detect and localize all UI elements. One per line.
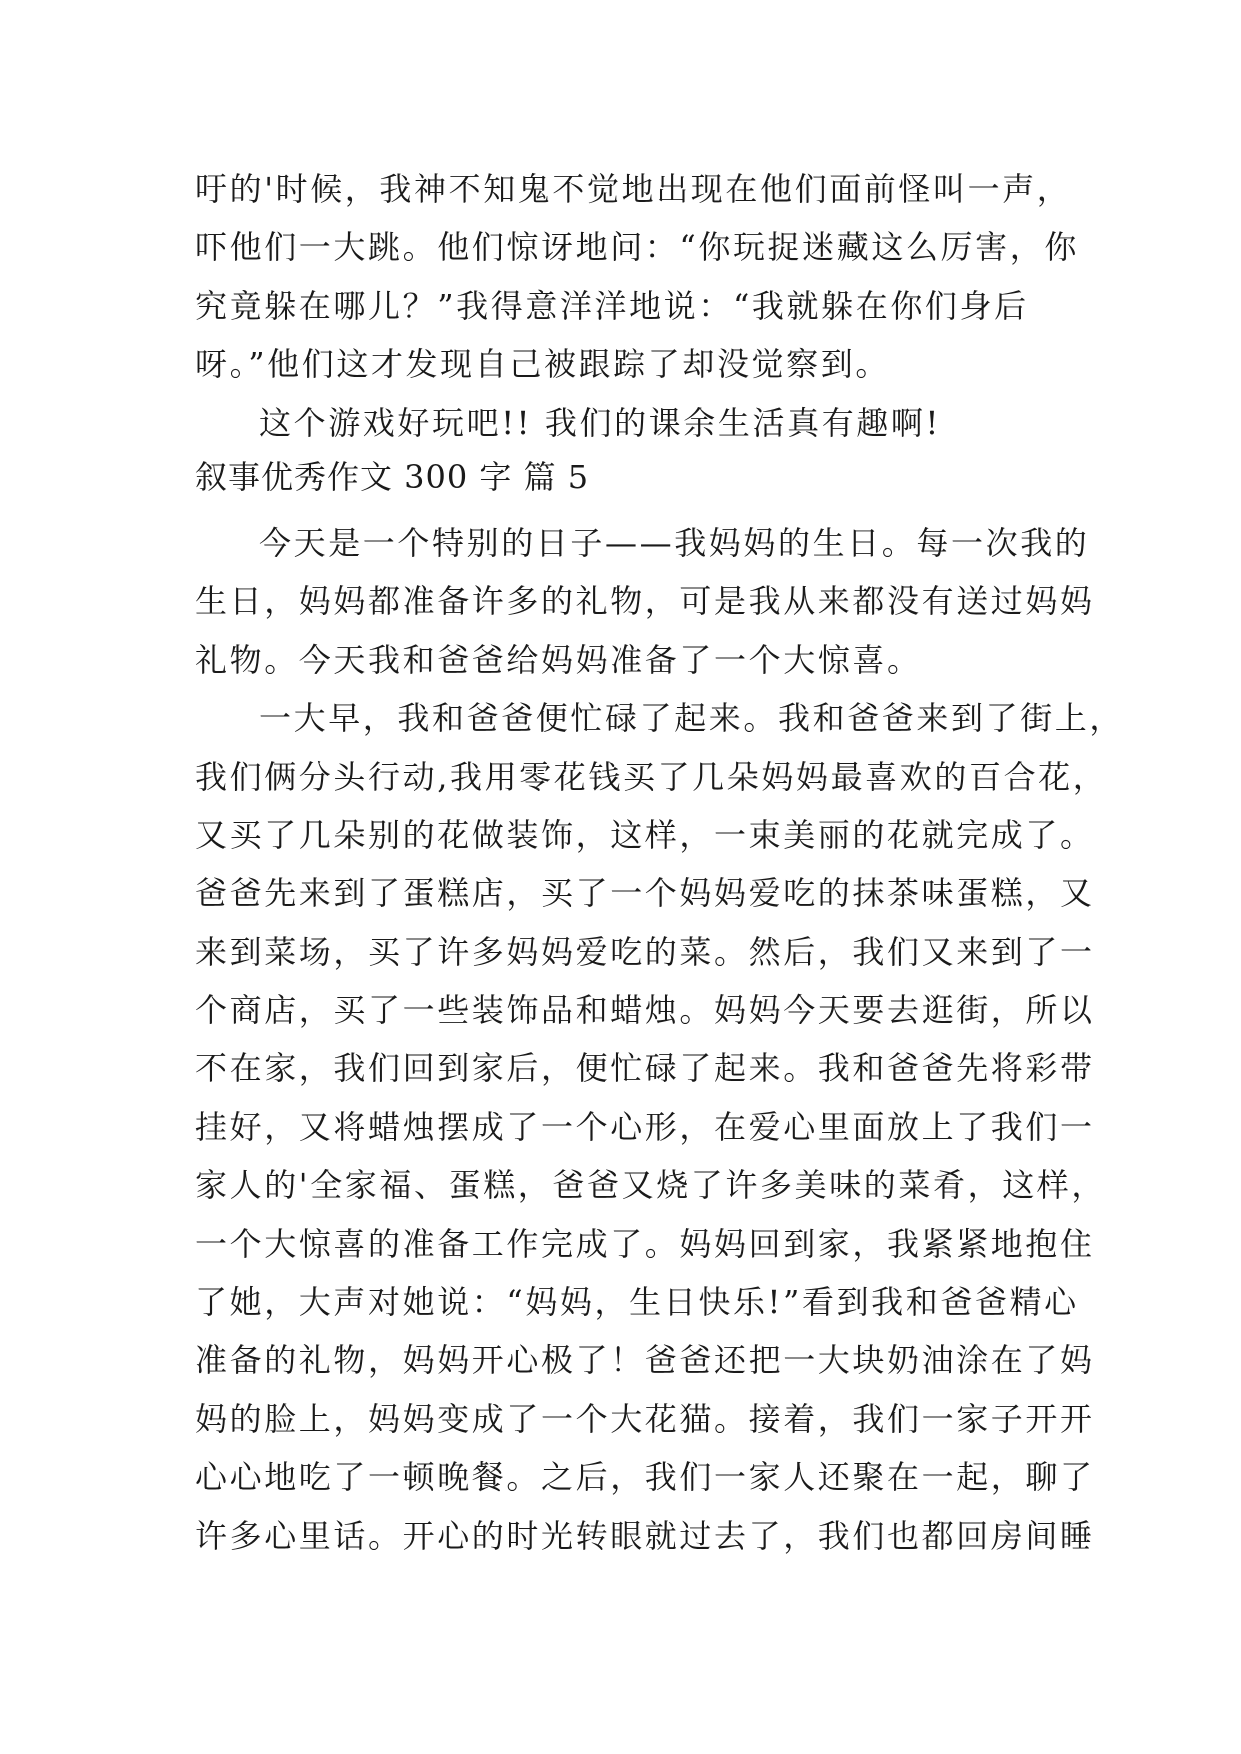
essay-text-line: 究竟躲在哪儿？”我得意洋洋地说：“我就躲在你们身后	[195, 286, 1029, 325]
essay-text-line: 许多心里话。开心的时光转眼就过去了，我们也都回房间睡	[195, 1516, 1095, 1555]
essay-text-line: 爸爸先来到了蛋糕店，买了一个妈妈爱吃的抹茶味蛋糕，又	[195, 874, 1095, 913]
essay-text-line: 礼物。今天我和爸爸给妈妈准备了一个大惊喜。	[195, 640, 922, 679]
essay-text-line: 挂好，又将蜡烛摆成了一个心形，在爱心里面放上了我们一	[195, 1107, 1095, 1146]
essay-text-line: 不在家，我们回到家后，便忙碌了起来。我和爸爸先将彩带	[195, 1049, 1095, 1088]
essay-text-line: 生日，妈妈都准备许多的礼物，可是我从来都没有送过妈妈	[195, 582, 1095, 621]
essay-text-line: 吓他们一大跳。他们惊讶地问：“你玩捉迷藏这么厉害，你	[195, 228, 1079, 267]
essay-body	[195, 160, 1125, 1565]
essay-text-line: 家人的'全家福、蛋糕，爸爸又烧了许多美味的菜肴，这样，	[195, 1166, 1106, 1205]
section-heading: 叙事优秀作文 300 字 篇 5	[195, 457, 590, 496]
essay-text-line: 呀。”他们这才发现自己被跟踪了却没觉察到。	[195, 345, 890, 384]
essay-text-line: 了她，大声对她说：“妈妈，生日快乐!”看到我和爸爸精心	[195, 1283, 1079, 1322]
essay-text-line: 个商店，买了一些装饰品和蜡烛。妈妈今天要去逛街，所以	[195, 991, 1095, 1030]
essay-text-line: 妈的脸上，妈妈变成了一个大花猫。接着，我们一家子开开	[195, 1399, 1095, 1438]
essay-text-line: 又买了几朵别的花做装饰，这样，一束美丽的花就完成了。	[195, 815, 1095, 854]
essay-text-line: 今天是一个特别的日子——我妈妈的生日。每一次我的	[259, 523, 1090, 562]
essay-text-line: 吁的'时候，我神不知鬼不觉地出现在他们面前怪叫一声，	[195, 170, 1072, 208]
essay-text-line: 一个大惊喜的准备工作完成了。妈妈回到家，我紧紧地抱住	[195, 1224, 1095, 1263]
essay-text-line: 一大早，我和爸爸便忙碌了起来。我和爸爸来到了街上，	[259, 699, 1125, 738]
essay-text-line: 来到菜场，买了许多妈妈爱吃的菜。然后，我们又来到了一	[195, 932, 1095, 971]
essay-text-line: 我们俩分头行动,我用零花钱买了几朵妈妈最喜欢的百合花，	[195, 757, 1108, 796]
essay-text-line: 这个游戏好玩吧!! 我们的课余生活真有趣啊!	[259, 403, 941, 442]
essay-text-line: 心心地吃了一顿晚餐。之后，我们一家人还聚在一起，聊了	[195, 1458, 1095, 1497]
essay-text-line: 准备的礼物，妈妈开心极了！爸爸还把一大块奶油涂在了妈	[195, 1341, 1095, 1380]
